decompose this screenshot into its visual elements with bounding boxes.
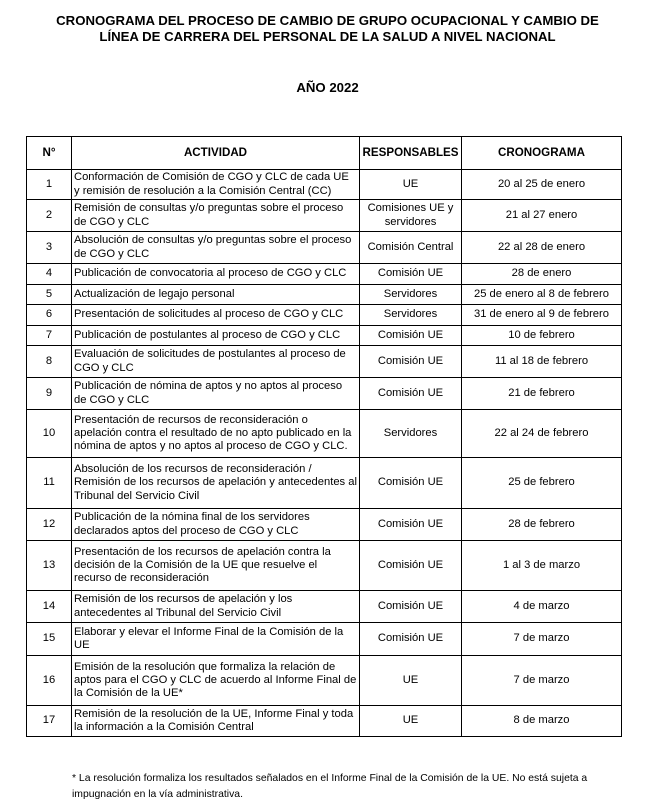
row-activity: Elaborar y elevar el Informe Final de la Comisión de la UE — [72, 623, 360, 656]
row-number: 3 — [27, 232, 72, 264]
table-row — [27, 346, 622, 378]
row-schedule: 20 al 25 de enero — [462, 170, 622, 200]
row-activity: Conformación de Comisión de CGO y CLC de cada UE y remisión de resolución a la Comisión Central (CC) — [72, 170, 360, 200]
row-responsible: Comisión UE — [360, 458, 462, 509]
row-responsible: Comisión UE — [360, 623, 462, 656]
row-number: 5 — [27, 285, 72, 305]
schedule-table — [26, 136, 622, 737]
row-number: 2 — [27, 200, 72, 232]
row-responsible: Comisión UE — [360, 591, 462, 623]
table-row — [27, 410, 622, 458]
row-number: 10 — [27, 410, 72, 458]
table-row — [27, 591, 622, 623]
row-responsible: Servidores — [360, 410, 462, 458]
row-number: 6 — [27, 305, 72, 326]
row-schedule: 22 al 24 de febrero — [462, 410, 622, 458]
row-responsible: Comisión UE — [360, 509, 462, 541]
row-activity: Actualización de legajo personal — [72, 285, 360, 305]
table-row — [27, 264, 622, 285]
row-schedule: 31 de enero al 9 de febrero — [462, 305, 622, 326]
table-row — [27, 706, 622, 737]
table-row — [27, 170, 622, 200]
table-row — [27, 509, 622, 541]
table-row — [27, 285, 622, 305]
row-schedule: 1 al 3 de marzo — [462, 541, 622, 591]
row-responsible: UE — [360, 170, 462, 200]
document-title: CRONOGRAMA DEL PROCESO DE CAMBIO DE GRUPO OCUPACIONAL Y CAMBIO DE LÍNEA DE CARRERA DEL PERSONAL DE LA SALUD A NIVEL NACIONAL — [56, 13, 599, 44]
row-responsible: Comisión UE — [360, 264, 462, 285]
row-schedule: 21 al 27 enero — [462, 200, 622, 232]
row-activity: Presentación de solicitudes al proceso de CGO y CLC — [72, 305, 360, 326]
row-number: 16 — [27, 656, 72, 706]
row-activity: Remisión de la resolución de la UE, Informe Final y toda la información a la Comisión Central — [72, 706, 360, 737]
table-row — [27, 656, 622, 706]
row-number: 8 — [27, 346, 72, 378]
row-responsible: Comisiones UE y servidores — [360, 200, 462, 232]
row-number: 4 — [27, 264, 72, 285]
row-activity: Publicación de convocatoria al proceso de CGO y CLC — [72, 264, 360, 285]
row-schedule: 8 de marzo — [462, 706, 622, 737]
row-schedule: 25 de enero al 8 de febrero — [462, 285, 622, 305]
table-row — [27, 200, 622, 232]
row-activity: Presentación de recursos de reconsideración o apelación contra el resultado de no apto publicado en la nómina de aptos y no aptos al proceso de CGO y CLC. — [72, 410, 360, 458]
row-activity: Evaluación de solicitudes de postulantes al proceso de CGO y CLC — [72, 346, 360, 378]
row-responsible: UE — [360, 656, 462, 706]
row-number: 13 — [27, 541, 72, 591]
row-responsible: Comisión UE — [360, 346, 462, 378]
row-number: 7 — [27, 326, 72, 346]
row-number: 9 — [27, 378, 72, 410]
row-schedule: 7 de marzo — [462, 656, 622, 706]
header-number: N° — [27, 137, 72, 170]
row-number: 11 — [27, 458, 72, 509]
row-activity: Publicación de la nómina final de los servidores declarados aptos del proceso de CGO y CLC — [72, 509, 360, 541]
row-schedule: 4 de marzo — [462, 591, 622, 623]
row-schedule: 22 al 28 de enero — [462, 232, 622, 264]
table-header-row — [27, 137, 622, 170]
row-responsible: UE — [360, 706, 462, 737]
row-number: 17 — [27, 706, 72, 737]
header-activity: ACTIVIDAD — [72, 137, 360, 170]
footnote: * La resolución formaliza los resultados señalados en el Informe Final de la Comisión de la UE. No está sujeta a impugnación en la vía administrativa. — [72, 773, 588, 800]
table-row — [27, 232, 622, 264]
row-number: 14 — [27, 591, 72, 623]
row-number: 15 — [27, 623, 72, 656]
row-schedule: 7 de marzo — [462, 623, 622, 656]
row-activity: Publicación de postulantes al proceso de CGO y CLC — [72, 326, 360, 346]
row-schedule: 25 de febrero — [462, 458, 622, 509]
table-row — [27, 623, 622, 656]
row-activity: Presentación de los recursos de apelación contra la decisión de la Comisión de la UE que resuelve el recurso de reconsideración — [72, 541, 360, 591]
row-number: 1 — [27, 170, 72, 200]
row-schedule: 11 al 18 de febrero — [462, 346, 622, 378]
row-activity: Publicación de nómina de aptos y no aptos al proceso de CGO y CLC — [72, 378, 360, 410]
row-responsible: Servidores — [360, 305, 462, 326]
document-year: AÑO 2022 — [296, 80, 359, 95]
row-activity: Absolución de consultas y/o preguntas sobre el proceso de CGO y CLC — [72, 232, 360, 264]
row-activity: Remisión de los recursos de apelación y los antecedentes al Tribunal del Servicio Civil — [72, 591, 360, 623]
table-row — [27, 541, 622, 591]
row-schedule: 21 de febrero — [462, 378, 622, 410]
row-activity: Emisión de la resolución que formaliza la relación de aptos para el CGO y CLC de acuerdo al Informe Final de la Comisión de la UE* — [72, 656, 360, 706]
row-schedule: 28 de enero — [462, 264, 622, 285]
row-responsible: Servidores — [360, 285, 462, 305]
table-row — [27, 378, 622, 410]
header-responsible: RESPONSABLES — [360, 137, 462, 170]
row-responsible: Comisión Central — [360, 232, 462, 264]
row-schedule: 10 de febrero — [462, 326, 622, 346]
row-responsible: Comisión UE — [360, 326, 462, 346]
row-activity: Absolución de los recursos de reconsideración / Remisión de los recursos de apelación y antecedentes al Tribunal del Servicio Civil — [72, 458, 360, 509]
table-row — [27, 458, 622, 509]
header-schedule: CRONOGRAMA — [462, 137, 622, 170]
table-row — [27, 326, 622, 346]
row-responsible: Comisión UE — [360, 541, 462, 591]
row-activity: Remisión de consultas y/o preguntas sobre el proceso de CGO y CLC — [72, 200, 360, 232]
table-row — [27, 305, 622, 326]
row-schedule: 28 de febrero — [462, 509, 622, 541]
row-responsible: Comisión UE — [360, 378, 462, 410]
row-number: 12 — [27, 509, 72, 541]
